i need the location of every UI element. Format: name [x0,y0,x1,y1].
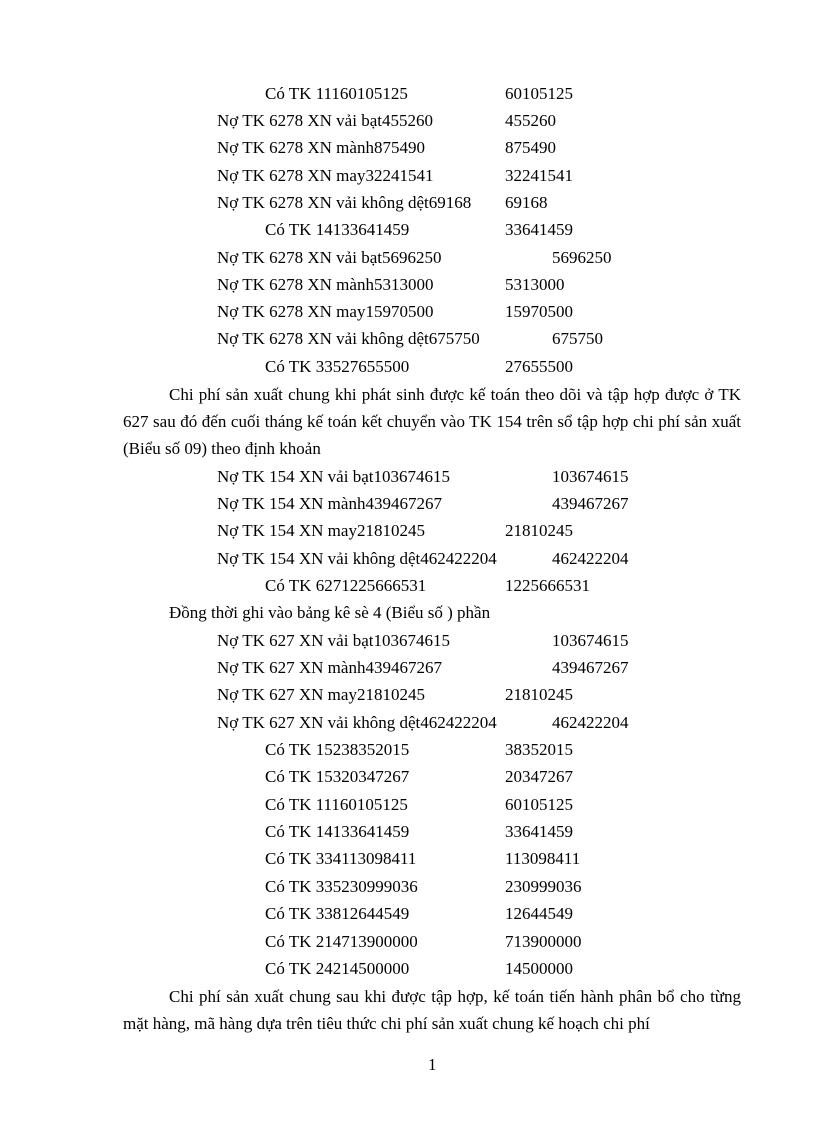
account-label: Có TK 6271225666531 [265,576,427,595]
page-number: 1 [428,1055,437,1074]
account-label: Nợ TK 6278 XN vải không dệt69168 [217,193,472,212]
account-label: Nợ TK 6278 XN vải bạt455260 [217,111,433,130]
amount: 462422204 [552,713,629,732]
account-label: Nợ TK 154 XN mành439467267 [217,494,442,513]
account-label: Nợ TK 627 XN vải bạt103674615 [217,631,450,650]
amount: 462422204 [552,549,629,568]
amount: 713900000 [505,932,582,951]
amount: 69168 [505,193,548,212]
amount: 60105125 [505,795,573,814]
amount: 14500000 [505,959,573,978]
account-label: Có TK 11160105125 [265,84,408,103]
amount: 103674615 [552,467,629,486]
account-label: Có TK 11160105125 [265,795,408,814]
amount: 103674615 [552,631,629,650]
body-paragraph: Đồng thời ghi vào bảng kê sè 4 (Biểu số ) phần [169,603,491,622]
account-label: Nợ TK 6278 XN may15970500 [217,302,434,321]
amount: 230999036 [505,877,582,896]
account-label: Có TK 24214500000 [265,959,410,978]
amount: 875490 [505,138,556,157]
account-label: Có TK 15238352015 [265,740,410,759]
account-label: Nợ TK 6278 XN mành5313000 [217,275,434,294]
amount: 12644549 [505,904,573,923]
amount: 60105125 [505,84,573,103]
account-label: Có TK 15320347267 [265,767,410,786]
account-label: Có TK 214713900000 [265,932,418,951]
account-label: Có TK 33527655500 [265,357,410,376]
account-label: Nợ TK 154 XN vải không dệt462422204 [217,549,497,568]
amount: 5696250 [552,248,612,267]
amount: 38352015 [505,740,573,759]
account-label: Nợ TK 627 XN mành439467267 [217,658,442,677]
amount: 20347267 [505,767,573,786]
amount: 455260 [505,111,556,130]
amount: 33641459 [505,822,573,841]
account-label: Có TK 14133641459 [265,822,410,841]
amount: 21810245 [505,521,573,540]
account-label: Nợ TK 627 XN may21810245 [217,685,425,704]
account-label: Có TK 33812644549 [265,904,410,923]
amount: 27655500 [505,357,573,376]
amount: 5313000 [505,275,565,294]
account-label: Có TK 14133641459 [265,220,410,239]
amount: 21810245 [505,685,573,704]
account-label: Nợ TK 627 XN vải không dệt462422204 [217,713,497,732]
account-label: Có TK 334113098411 [265,849,417,868]
amount: 32241541 [505,166,573,185]
account-label: Nợ TK 6278 XN may32241541 [217,166,434,185]
amount: 675750 [552,329,603,348]
body-paragraph: Chi phí sản xuất chung khi phát sinh được kế toán theo dõi và tập hợp được ở TK 627 sau đó đến cuối tháng kế toán kết chuyển vào TK 154 trên sổ tập hợp chi phí sản xuất (Biểu số 09) theo định khoản [123,385,741,458]
account-label: Nợ TK 6278 XN vải không dệt675750 [217,329,480,348]
amount: 33641459 [505,220,573,239]
amount: 439467267 [552,494,629,513]
body-paragraph: Chi phí sản xuất chung sau khi được tập hợp, kế toán tiến hành phân bổ cho từng mặt hàng, mã hàng dựa trên tiêu thức chi phí sản xuất chung kế hoạch chi phí [123,987,741,1033]
amount: 15970500 [505,302,573,321]
amount: 439467267 [552,658,629,677]
account-label: Có TK 335230999036 [265,877,418,896]
amount: 113098411 [505,849,581,868]
account-label: Nợ TK 154 XN vải bạt103674615 [217,467,450,486]
account-label: Nợ TK 154 XN may21810245 [217,521,425,540]
account-label: Nợ TK 6278 XN vải bạt5696250 [217,248,442,267]
account-label: Nợ TK 6278 XN mành875490 [217,138,425,157]
amount: 1225666531 [505,576,590,595]
